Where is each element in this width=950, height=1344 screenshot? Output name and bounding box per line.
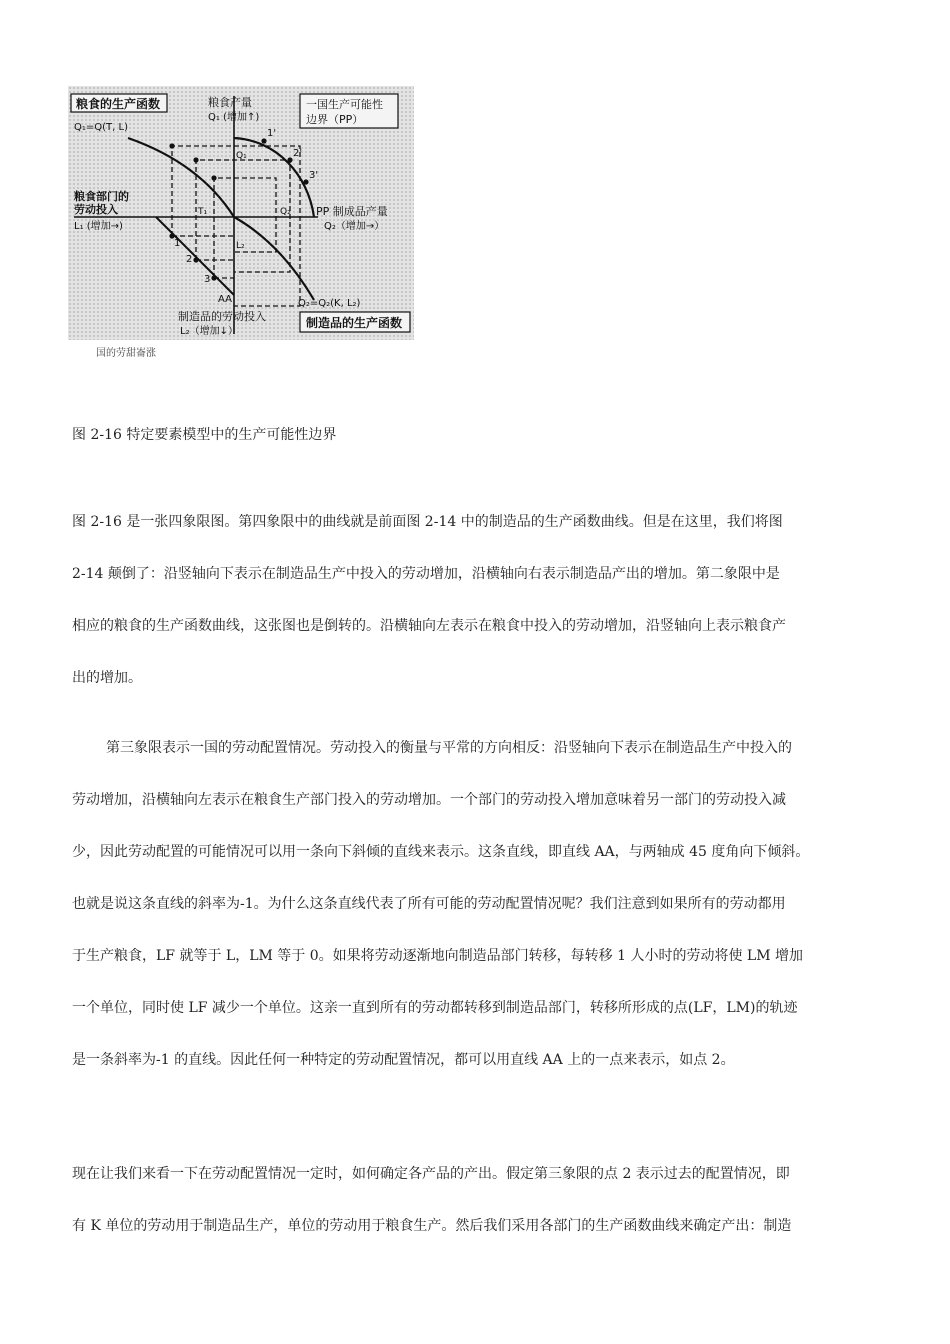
l2-marker: L₂ xyxy=(236,241,245,251)
food-output-label: 粮食产量 xyxy=(208,96,252,109)
food-output-sub: Q₁ (增加↑) xyxy=(208,112,260,123)
figure-small-caption: 国的劳甜崙涨 xyxy=(96,348,156,359)
paragraph-3 xyxy=(72,1148,900,1252)
mfg-function-label: 制造品的生产函数 xyxy=(306,316,403,330)
point-2-prime: 2' xyxy=(293,148,303,159)
mfg-output-label-2: Q₂（增加→） xyxy=(324,221,385,232)
food-labor-label-1: 粮食部门的 xyxy=(74,190,129,203)
mfg-output-label-1: PP 制成品产量 xyxy=(316,205,388,218)
food-labor-label-3: L₁ (增加→) xyxy=(74,221,123,232)
text-line: 是一条斜率为-1 的直线。因此任何一种特定的劳动配置情况，都可以用直线 AA 上的一点来表示，如点 2。 xyxy=(72,1052,735,1068)
text-line: 图 2-16 是一张四象限图。第四象限中的曲线就是前面图 2-14 中的制造品的生产函数曲线。但是在这里，我们将图 xyxy=(72,514,783,530)
point-1-prime: 1' xyxy=(267,128,277,139)
food-function-label: 粮食的生产函数 xyxy=(76,97,161,111)
text-line: 少，因此劳动配置的可能情况可以用一条向下斜倾的直线来表示。这条直线，即直线 AA，与两轴成 45 度角向下倾斜。 xyxy=(72,844,810,860)
t1-marker: T₁ xyxy=(198,207,208,217)
text-line: 出的增加。 xyxy=(72,670,142,686)
food-labor-label-2: 劳动投入 xyxy=(74,203,118,216)
point-1: 1 xyxy=(174,238,181,249)
text-line: 于生产粮食，LF 就等于 L，LM 等于 0。如果将劳动逐渐地向制造品部门转移，每转移 1 人小时的劳动将使 LM 增加 xyxy=(72,948,803,964)
point-3: 3 xyxy=(204,274,211,285)
pp-box-line1: 一国生产可能性 xyxy=(306,98,383,111)
paragraph-1 xyxy=(72,496,900,704)
text-line: 也就是说这条直线的斜率为-1。为什么这条直线代表了所有可能的劳动配置情况呢？我们注意到如果所有的劳动都用 xyxy=(72,896,786,912)
aa-line xyxy=(156,217,234,295)
text-line: 相应的粮食的生产函数曲线，这张图也是倒转的。沿横轴向左表示在粮食中投入的劳动增加，沿竖轴向上表示粮食产 xyxy=(72,618,786,634)
four-quadrant-figure xyxy=(68,86,414,340)
q1-marker: Q₁ xyxy=(236,151,247,161)
text-line: 现在让我们来看一下在劳动配置情况一定时，如何确定各产品的产出。假定第三象限的点 2 表示过去的配置情况，即 xyxy=(72,1166,790,1182)
point-2: 2 xyxy=(186,254,193,265)
mfg-labor-label-2: L₂（增加↓） xyxy=(180,326,238,337)
food-function-formula: Q₁=Q(T, L) xyxy=(74,122,128,133)
paragraph-2 xyxy=(72,722,900,1086)
figure-diagram xyxy=(68,86,414,340)
mfg-function-formula: Q₂=Q₂(K, L₂) xyxy=(298,298,361,309)
text-line: 有 K 单位的劳动用于制造品生产，单位的劳动用于粮食生产。然后我们采用各部门的生产函数曲线来确定产出：制造 xyxy=(72,1218,792,1234)
point-3-prime: 3' xyxy=(309,170,319,181)
figure-title: 图 2-16 特定要素模型中的生产可能性边界 xyxy=(72,427,337,443)
mfg-labor-label-1: 制造品的劳动投入 xyxy=(178,310,266,323)
pp-box-line2: 边界（PP） xyxy=(306,113,364,126)
aa-label: AA xyxy=(218,294,232,305)
text-line: 劳动增加，沿横轴向左表示在粮食生产部门投入的劳动增加。一个部门的劳动投入增加意味着另一部门的劳动投入减 xyxy=(72,792,786,808)
text-line: 2-14 颠倒了：沿竖轴向下表示在制造品生产中投入的劳动增加，沿横轴向右表示制造品产出的增加。第二象限中是 xyxy=(72,566,780,582)
text-line: 第三象限表示一国的劳动配置情况。劳动投入的衡量与平常的方向相反：沿竖轴向下表示在制造品生产中投入的 xyxy=(106,740,792,756)
text-line: 一个单位，同时使 LF 减少一个单位。这亲一直到所有的劳动都转移到制造品部门，转移所形成的点(LF，LM)的轨迹 xyxy=(72,1000,798,1016)
mfg-production-curve xyxy=(234,217,314,300)
q2-marker: Q₂ xyxy=(280,207,291,217)
